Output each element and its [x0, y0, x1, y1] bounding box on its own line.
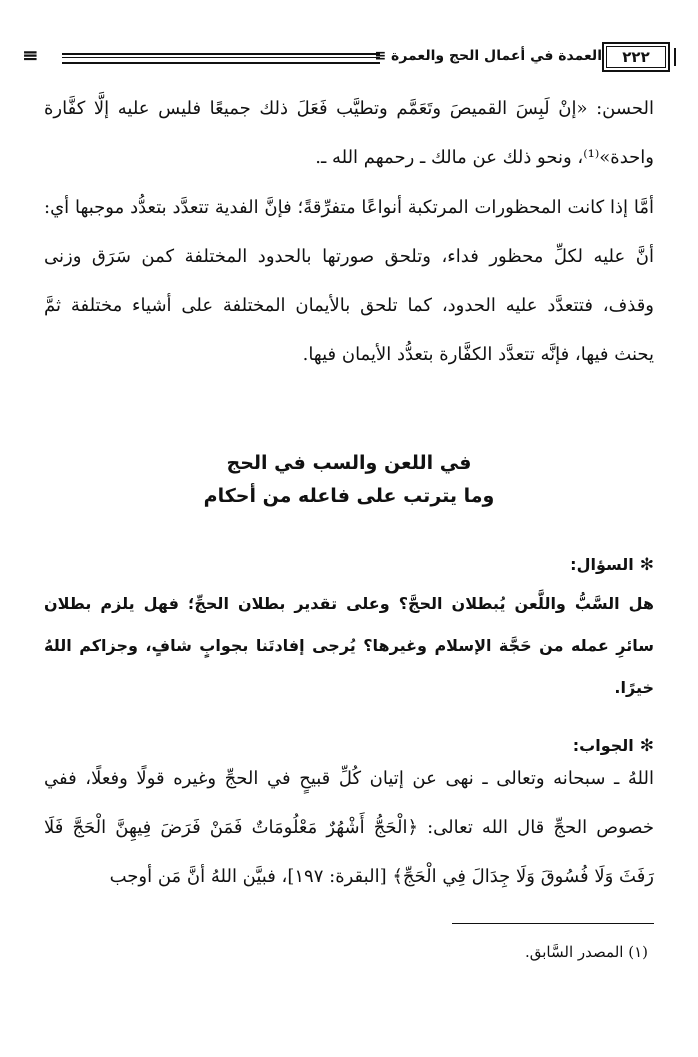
- footnote-divider: [452, 923, 654, 924]
- footnote-1: [525, 943, 648, 961]
- paragraph-1: الحسن: «إنْ لَبِسَ القميصَ وتَعَمَّم وتطيَّب فَعَلَ ذلك جميعًا فليس عليه إلَّا كفَّارة واحدة»⁽¹⁾، ونحو ذلك عن مالك ـ رحمهم الله ـ.: [44, 98, 654, 168]
- section-heading: [40, 447, 658, 513]
- paragraph-2: أمَّا إذا كانت المحظورات المرتكبة أنواعًا متفرِّقةً؛ فإنَّ الفدية تتعدَّد بتعدُّد موجبها أي: أنَّ عليه لكلِّ محظور فداء، وتلحق صورتها بالحدود المختلفة كمن سَرَق وزنى وقذف، فتتعدَّد عليه الحدود، كما تلحق بالأيمان المختلفة على أشياء مختلفة ثمَّ يحنث فيها، فإنَّه تتعدَّد الكفَّارة بتعدُّد الأيمان فيها.: [44, 197, 654, 365]
- footnote-number: (١): [628, 943, 648, 961]
- header-ornament: ≡: [22, 43, 37, 67]
- section-heading-line-1: في اللعن والسب في الحج: [226, 452, 472, 474]
- answer-label-text: الجواب:: [572, 736, 634, 755]
- asterisk-icon: ✻: [639, 736, 654, 756]
- page-header: [22, 40, 670, 74]
- running-title: العمدة في أعمال الحج والعمرة ≡: [374, 48, 602, 64]
- question-text: هل السَّبُّ واللَّعن يُبطلان الحجَّ؟ وعلى تقدير بطلان الحجِّ؛ فهل يلزم بطلان سائرِ عمله من حَجَّة الإسلام وغيرها؟ يُرجى إفادتَنا بجوابٍ شافٍ، وجزاكم اللهُ خيرًا.: [44, 594, 654, 697]
- question-label-text: السؤال:: [570, 555, 634, 574]
- footnote-text: المصدر السَّابق.: [524, 943, 624, 961]
- answer-label: [573, 736, 654, 756]
- page-number: ٢٢٢: [602, 42, 670, 72]
- question-label: [570, 555, 654, 575]
- answer-text: اللهُ ـ سبحانه وتعالى ـ نهى عن إتيان كُلِّ قبيحٍ في الحجِّ وغيره قولًا وفعلًا، ففي خصوص الحجِّ قال الله تعالى: ﴿الْحَجُّ أَشْهُرٌ مَعْلُومَاتٌ فَمَنْ فَرَضَ فِيهِنَّ الْحَجَّ فَلَا رَفَثَ وَلَا فُسُوقَ وَلَا جِدَالَ فِي الْحَجِّ﴾ [البقرة: ١٩٧]، فبيَّن اللهُ أنَّ مَن أوجب: [44, 768, 654, 887]
- section-heading-line-2: وما يترتب على فاعله من أحكام: [203, 485, 495, 507]
- header-rule: [62, 53, 380, 64]
- asterisk-icon: ✻: [639, 555, 654, 575]
